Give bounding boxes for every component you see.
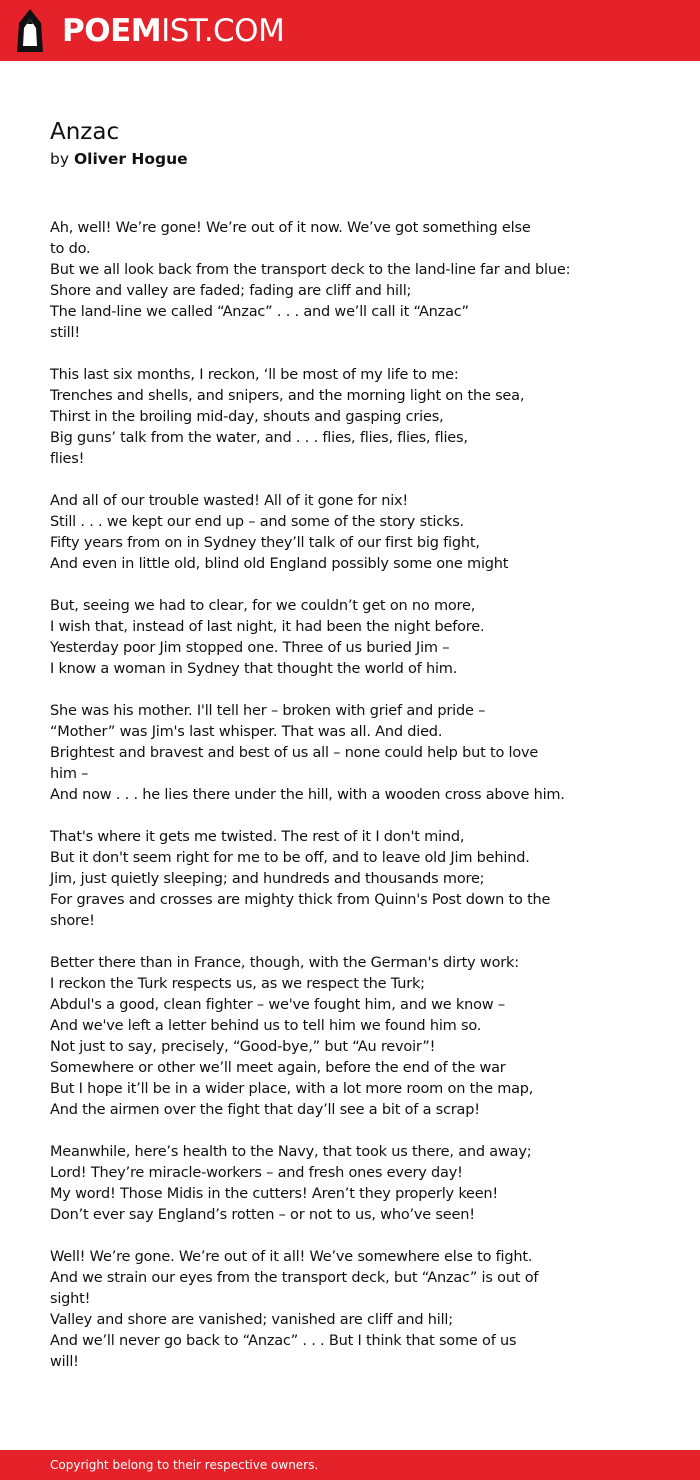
by-label: by [50, 150, 70, 168]
stanza [50, 701, 570, 806]
poem-line: And we’ll never go back to “Anzac” . . . But I think that some of us [50, 1333, 517, 1349]
poem-line: to do. [50, 241, 91, 257]
poem-line: But it don't seem right for me to be off, and to leave old Jim behind. [50, 850, 530, 866]
poem-line: will! [50, 1354, 79, 1370]
poem-line: shore! [50, 913, 95, 929]
poem-line: Somewhere or other we’ll meet again, before the end of the war [50, 1060, 506, 1076]
poem-line: The land-line we called “Anzac” . . . and we’ll call it “Anzac” [50, 304, 469, 320]
stanza [50, 365, 570, 470]
poem-line: Yesterday poor Jim stopped one. Three of us buried Jim – [50, 640, 450, 656]
poem-line: Big guns’ talk from the water, and . . . flies, flies, flies, flies, [50, 430, 468, 446]
poem-line: Ah, well! We’re gone! We’re out of it now. We’ve got something else [50, 220, 531, 236]
stanza [50, 953, 570, 1121]
poem-line: My word! Those Midis in the cutters! Aren’t they properly keen! [50, 1186, 499, 1202]
poem-line: Shore and valley are faded; fading are cliff and hill; [50, 283, 412, 299]
poem-line: Better there than in France, though, with the German's dirty work: [50, 955, 519, 971]
poem-line: And we strain our eyes from the transport deck, but “Anzac” is out of [50, 1270, 539, 1286]
brand-bold: POEM [62, 13, 162, 49]
poem-line: Jim, just quietly sleeping; and hundreds and thousands more; [50, 871, 485, 887]
poem-line: I wish that, instead of last night, it had been the night before. [50, 619, 485, 635]
poem-line: And now . . . he lies there under the hill, with a wooden cross above him. [50, 787, 565, 803]
poem-line: Abdul's a good, clean fighter – we've fought him, and we know – [50, 997, 505, 1013]
poem-line: And all of our trouble wasted! All of it gone for nix! [50, 493, 409, 509]
stanza [50, 596, 570, 680]
poem-line: “Mother” was Jim's last whisper. That was all. And died. [50, 724, 443, 740]
poem-line: She was his mother. I'll tell her – broken with grief and pride – [50, 703, 486, 719]
poem-line: And the airmen over the fight that day’ll see a bit of a scrap! [50, 1102, 480, 1118]
poem-line: him – [50, 766, 89, 782]
poem-body [50, 218, 570, 1394]
poem-line: For graves and crosses are mighty thick from Quinn's Post down to the [50, 892, 551, 908]
poem-line: Trenches and shells, and snipers, and the morning light on the sea, [50, 388, 525, 404]
stanza [50, 218, 570, 344]
poem-line: still! [50, 325, 80, 341]
poem-line: Brightest and bravest and best of us all – none could help but to love [50, 745, 539, 761]
stanza [50, 491, 570, 575]
stanza [50, 1247, 570, 1373]
poem-line: Still . . . we kept our end up – and some of the story sticks. [50, 514, 464, 530]
poem-line: But we all look back from the transport deck to the land-line far and blue: [50, 262, 571, 278]
poem-line: That's where it gets me twisted. The rest of it I don't mind, [50, 829, 465, 845]
poem-line: And we've left a letter behind us to tell him we found him so. [50, 1018, 482, 1034]
site-footer [0, 1450, 700, 1480]
poem-line: But, seeing we had to clear, for we couldn’t get on no more, [50, 598, 476, 614]
pencil-tip-icon[interactable] [17, 9, 43, 52]
poem-line: flies! [50, 451, 85, 467]
poem-title: Anzac [50, 119, 120, 145]
poem-line: Not just to say, precisely, “Good-bye,” but “Au revoir”! [50, 1039, 436, 1055]
stanza [50, 827, 570, 932]
copyright-text: Copyright belong to their respective owners. [50, 1458, 319, 1472]
byline [50, 149, 188, 169]
poem-line: Thirst in the broiling mid-day, shouts and gasping cries, [50, 409, 444, 425]
author-name[interactable]: Oliver Hogue [73, 150, 188, 168]
poem-line: Valley and shore are vanished; vanished are cliff and hill; [50, 1312, 453, 1328]
poem-line: Fifty years from on in Sydney they’ll talk of our first big fight, [50, 535, 480, 551]
poem-line: sight! [50, 1291, 91, 1307]
site-logo-text[interactable] [62, 13, 284, 49]
stanza [50, 1142, 570, 1226]
poem-line: And even in little old, blind old England possibly some one might [50, 556, 509, 572]
poem-line: Don’t ever say England’s rotten – or not to us, who’ve seen! [50, 1207, 475, 1223]
poem-line: Well! We’re gone. We’re out of it all! We’ve somewhere else to fight. [50, 1249, 533, 1265]
poem-line: I reckon the Turk respects us, as we respect the Turk; [50, 976, 425, 992]
poem-line: Lord! They’re miracle-workers – and fresh ones every day! [50, 1165, 463, 1181]
poem-line: But I hope it’ll be in a wider place, with a lot more room on the map, [50, 1081, 534, 1097]
poem-line: This last six months, I reckon, ‘ll be most of my life to me: [50, 367, 459, 383]
poem-line: Meanwhile, here’s health to the Navy, that took us there, and away; [50, 1144, 532, 1160]
brand-light: IST.COM [161, 13, 285, 49]
site-header [0, 0, 700, 61]
poem-line: I know a woman in Sydney that thought the world of him. [50, 661, 458, 677]
